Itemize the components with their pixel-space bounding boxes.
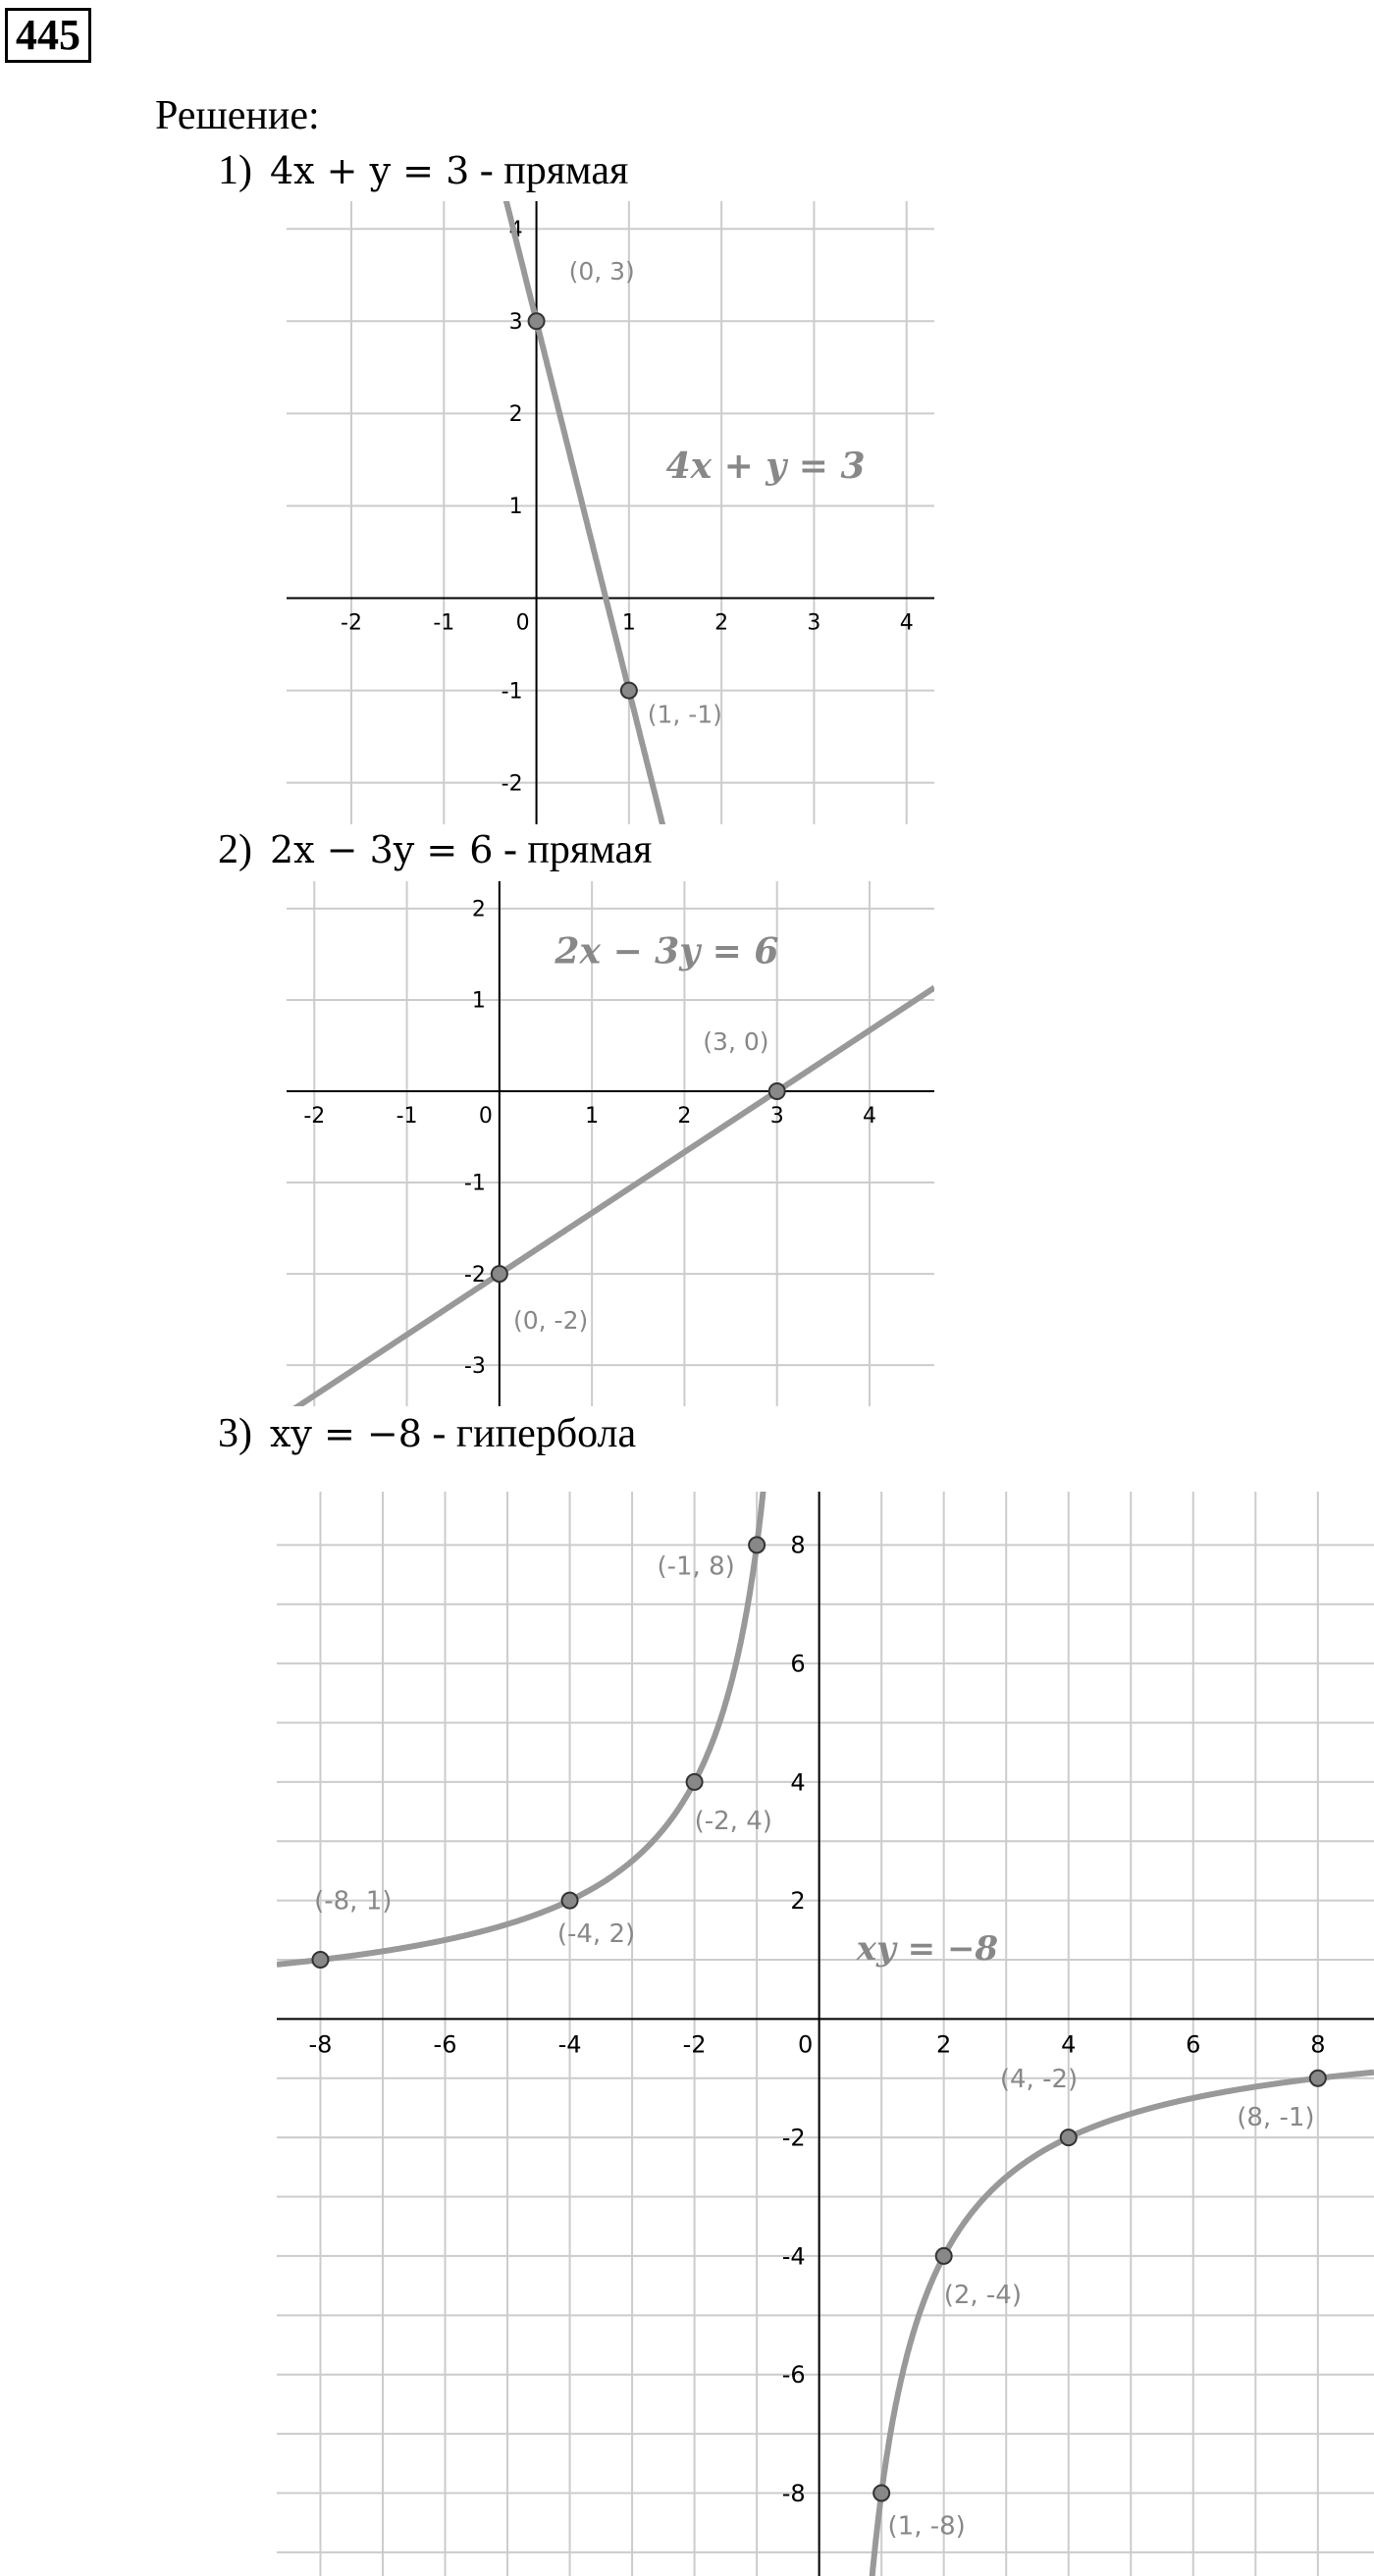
x-tick-label: 3 (807, 610, 821, 636)
item-3 (218, 1410, 636, 1457)
data-point (873, 2485, 889, 2500)
point-label: (-8, 1) (314, 1886, 393, 1917)
x-tick-label: 4 (863, 1104, 876, 1129)
grid (287, 201, 934, 824)
item-equation: 4x + y = 3 (270, 149, 470, 192)
problem-number: 445 (5, 8, 91, 63)
y-tick-label: -6 (781, 2361, 806, 2390)
item-equation: xy = −8 (270, 1412, 422, 1455)
data-point (749, 1537, 765, 1552)
point-label: (0, -2) (513, 1305, 589, 1335)
point-label: (4, -2) (999, 2064, 1079, 2094)
y-tick-label: -3 (463, 1353, 486, 1379)
x-tick-label: -4 (557, 2030, 582, 2059)
x-tick-label: 1 (621, 610, 636, 636)
point-label: (3, 0) (703, 1027, 769, 1057)
data-point (1061, 2129, 1077, 2145)
chart-hyperbola-xy (277, 1492, 1374, 2576)
point-label: (-2, 4) (694, 1807, 772, 1837)
item-description: - прямая (502, 827, 653, 872)
data-point (312, 1952, 328, 1968)
chart-line-2x-minus-3y (287, 881, 934, 1406)
x-tick-label: 2 (677, 1104, 692, 1129)
data-point (769, 1083, 785, 1099)
x-tick-label: -2 (303, 1104, 326, 1129)
y-tick-label: 1 (508, 495, 523, 520)
data-point (687, 1774, 703, 1790)
item-2 (218, 826, 652, 873)
solution-heading: Решение: (155, 93, 320, 138)
point-label: (8, -1) (1237, 2103, 1315, 2133)
y-tick-label: -2 (463, 1262, 486, 1288)
x-tick-label: -2 (341, 610, 362, 636)
y-tick-label: 3 (508, 309, 523, 335)
data-point (621, 683, 637, 699)
item-1 (218, 147, 628, 194)
point-label: (-1, 8) (657, 1551, 735, 1582)
point-label: (2, -4) (943, 2281, 1022, 2311)
y-tick-label: 4 (790, 1768, 806, 1797)
x-tick-label: 4 (1061, 2030, 1077, 2059)
y-tick-label: 6 (790, 1650, 806, 1678)
data-point (492, 1266, 507, 1282)
x-tick-label: -1 (433, 610, 455, 636)
equation-annotation: 4x + y = 3 (665, 446, 866, 488)
y-tick-label: -2 (501, 771, 523, 797)
item-number: 2) (218, 827, 252, 872)
y-tick-label: 2 (471, 897, 486, 922)
y-tick-label: -8 (781, 2479, 806, 2507)
x-tick-label: 2 (714, 610, 729, 636)
data-point (936, 2248, 952, 2264)
x-tick-label: 8 (1310, 2030, 1326, 2059)
function-curve (287, 988, 934, 1406)
item-equation: 2x − 3y = 6 (270, 828, 494, 871)
data-point (1310, 2071, 1326, 2086)
x-tick-label: -6 (433, 2030, 457, 2059)
chart-line-4x-plus-y (287, 201, 934, 824)
x-tick-label: 0 (478, 1104, 493, 1129)
y-tick-label: 2 (790, 1887, 806, 1916)
y-tick-label: 4 (508, 217, 523, 242)
point-label: (1, -8) (887, 2511, 966, 2542)
item-number: 1) (218, 148, 252, 193)
point-label: (-4, 2) (556, 1919, 636, 1949)
function-curve (460, 201, 709, 824)
item-description: - прямая (479, 148, 629, 193)
x-tick-label: 1 (585, 1104, 600, 1129)
point-label: (0, 3) (568, 256, 635, 286)
y-tick-label: -1 (463, 1171, 486, 1196)
x-tick-label: -1 (396, 1104, 418, 1129)
x-tick-label: 0 (515, 610, 530, 636)
item-description: - гипербола (432, 1411, 637, 1456)
y-tick-label: -1 (501, 679, 523, 705)
x-tick-label: -8 (308, 2030, 333, 2059)
data-point (562, 1893, 578, 1909)
function-curve (864, 2073, 1374, 2576)
x-tick-label: 6 (1186, 2030, 1201, 2059)
y-tick-label: 1 (471, 988, 486, 1014)
data-point (529, 313, 545, 329)
x-tick-label: 4 (899, 610, 914, 636)
x-tick-label: 3 (769, 1104, 784, 1129)
y-tick-label: -2 (781, 2124, 806, 2152)
y-tick-label: 8 (790, 1531, 806, 1559)
x-tick-label: -2 (682, 2030, 707, 2059)
point-label: (1, -1) (647, 700, 722, 729)
item-number: 3) (218, 1411, 252, 1456)
x-tick-label: 0 (798, 2030, 814, 2059)
x-tick-label: 2 (936, 2030, 952, 2059)
equation-annotation: 2x − 3y = 6 (555, 930, 779, 973)
y-tick-label: -4 (781, 2242, 806, 2271)
y-tick-label: 2 (508, 402, 523, 428)
equation-annotation: xy = −8 (856, 1929, 999, 1970)
